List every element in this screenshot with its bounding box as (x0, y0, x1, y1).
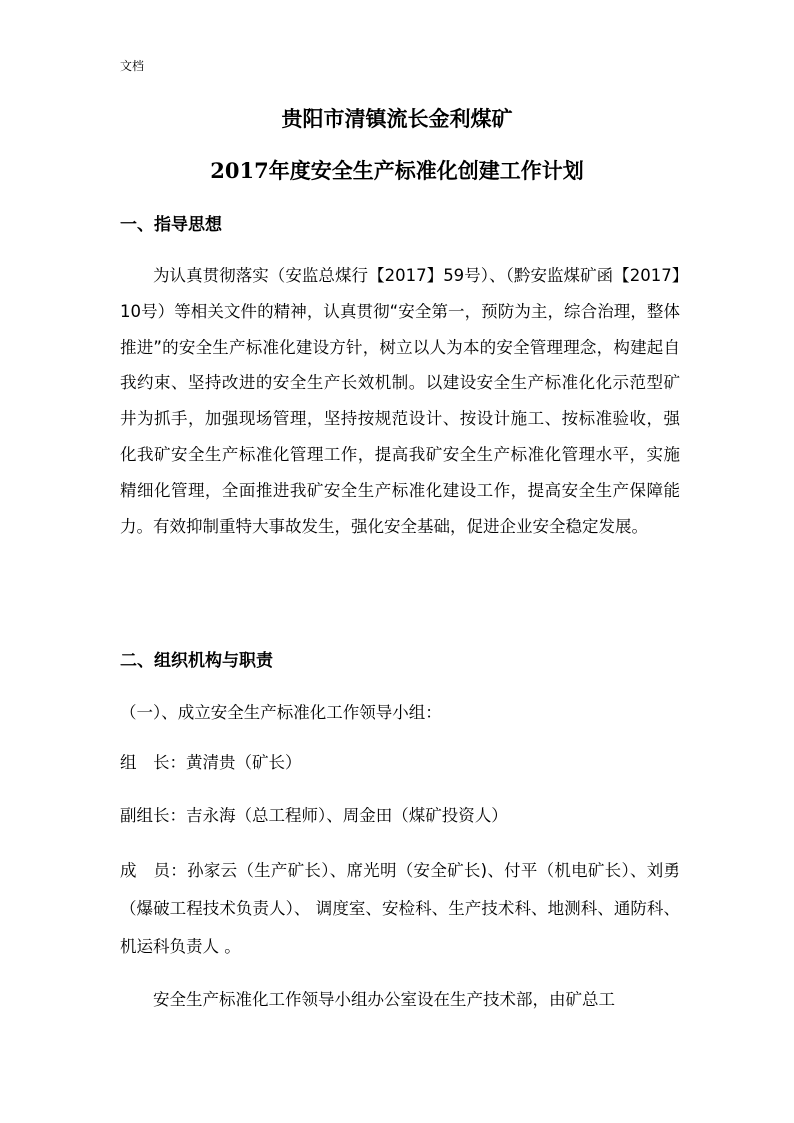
section1-body-paragraph: 为认真贯彻落实（安监总煤行【2017】59号）、（黔安监煤矿函【2017】10号）等相关文件的精神，认真贯彻“安全第一，预防为主，综合治理，整体推进”的安全生产标准化建设方针，树立以人为本的安全管理理念，构建起自我约束、坚持改进的安全生产长效机制。以建设安全生产标准化化示范型矿井为抓手，加强现场管理，坚持按规范设计、按设计施工、按标准验收，强化我矿安全生产标准化管理工作，提高我矿安全生产标准化管理水平，实施精细化管理，全面推进我矿安全生产标准化建设工作，提高安全生产保障能力。有效抑制重特大事故发生，强化安全基础，促进企业安全稳定发展。 (120, 266, 680, 536)
office-paragraph: 安全生产标准化工作领导小组办公室设在生产技术部，由矿总工 (153, 990, 615, 1009)
members-paragraph: 成 员：孙家云（生产矿长）、席光明（安全矿长)、付平（机电矿长）、刘勇（爆破工程技术负责人）、 调度室、安检科、生产技术科、地测科、通防科、机运科负责人 。 (120, 861, 680, 956)
deputy-leader-line: 副组长：吉永海（总工程师）、周金田（煤矿投资人） (120, 806, 508, 825)
document-title-line1: 贵阳市清镇流长金利煤矿 (281, 106, 513, 131)
document-title-line2: 2017年度安全生产标准化创建工作计划 (210, 158, 584, 183)
document-header-mark: 文档 (120, 59, 145, 73)
section1-heading: 一、指导思想 (120, 215, 222, 235)
group-leader-line: 组 长：黄清贵（矿长） (120, 753, 302, 772)
subsection1-heading: （一）、成立安全生产标准化工作领导小组： (120, 703, 442, 722)
section2-heading: 二、组织机构与职责 (120, 651, 273, 671)
